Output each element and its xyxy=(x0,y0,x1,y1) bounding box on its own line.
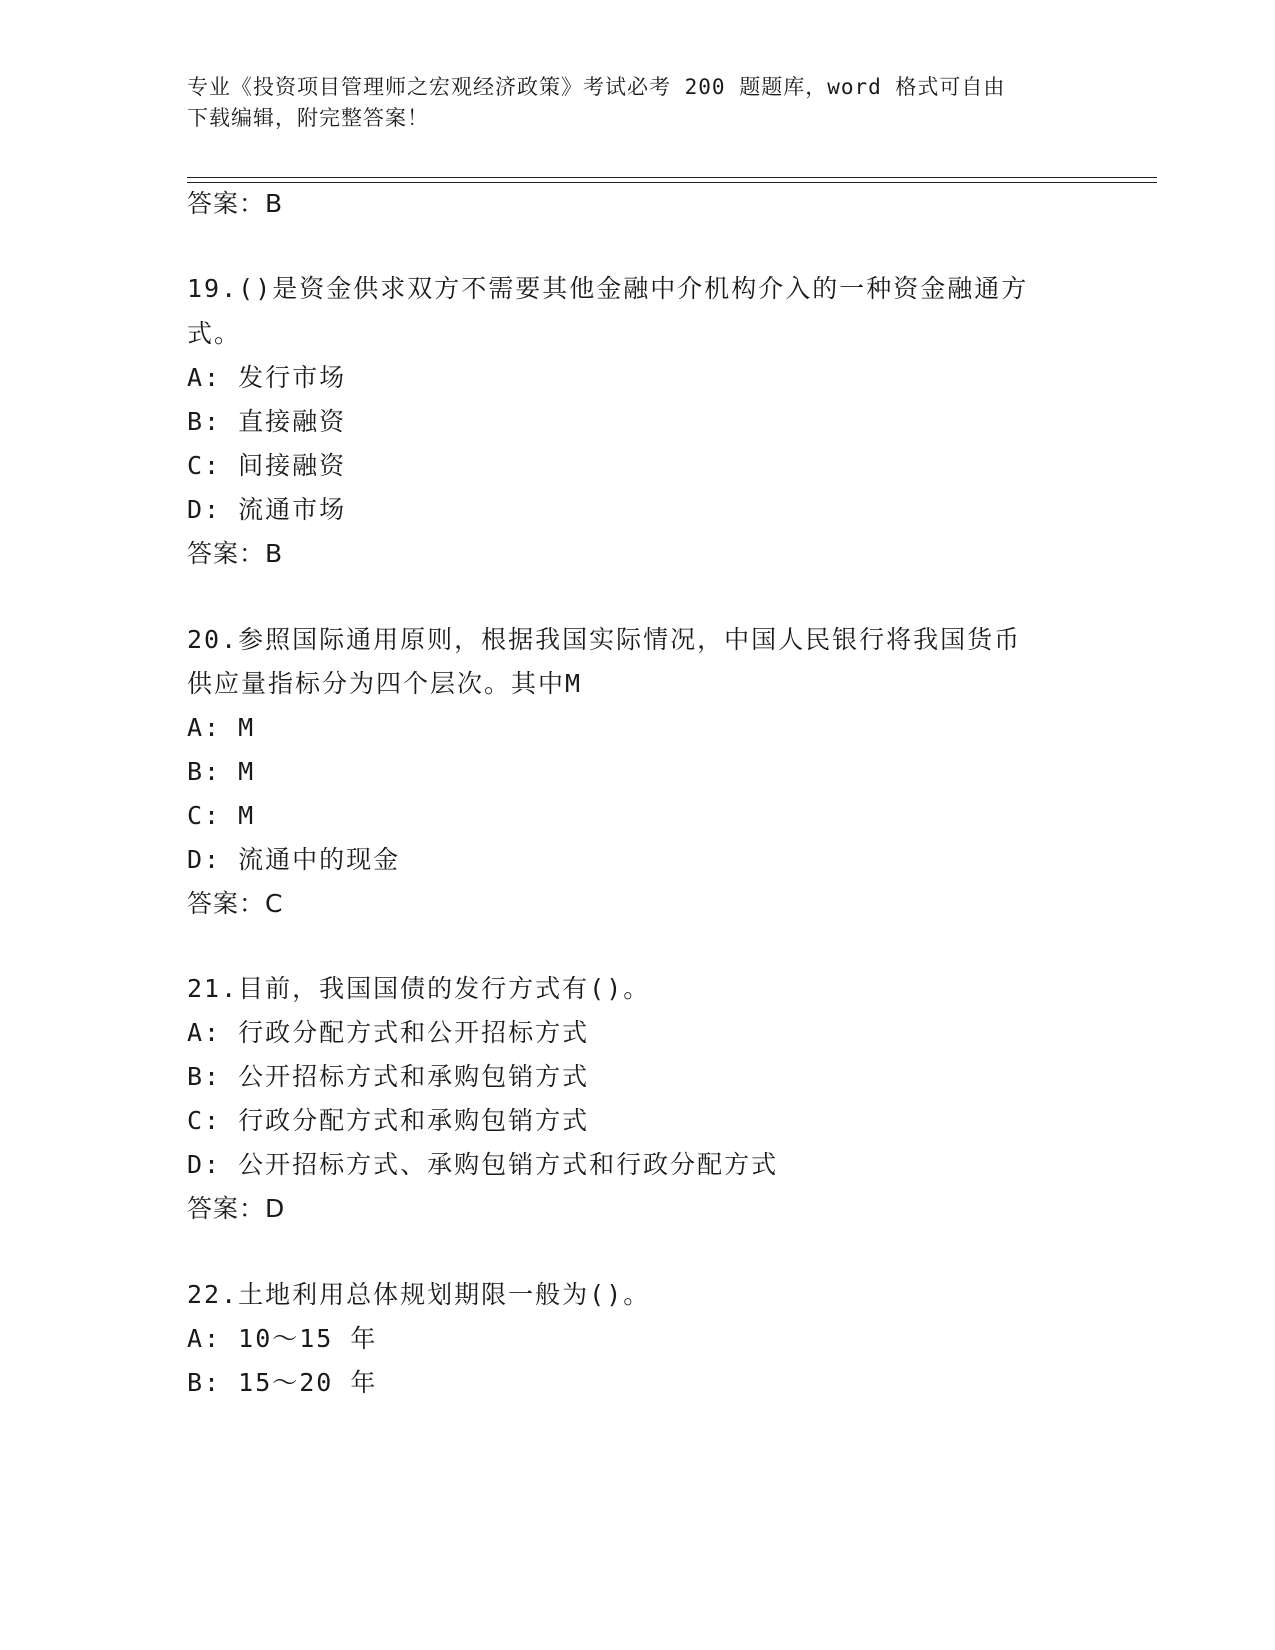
header-rule-bottom xyxy=(187,182,1157,183)
answer-19: 答案：B xyxy=(187,539,284,568)
answer-21: 答案：D xyxy=(187,1194,286,1223)
question-20-option-a: A: M xyxy=(187,713,256,742)
question-21-option-d: D: 公开招标方式、承购包销方式和行政分配方式 xyxy=(187,1150,779,1179)
question-20-text-1: 20.参照国际通用原则，根据我国实际情况，中国人民银行将我国货币 xyxy=(187,625,1022,654)
question-22-option-a: A: 10～15 年 xyxy=(187,1324,378,1353)
question-20-option-d: D: 流通中的现金 xyxy=(187,845,401,874)
question-22-option-b: B: 15～20 年 xyxy=(187,1368,378,1397)
answer-20: 答案：C xyxy=(187,889,284,918)
question-20-option-b: B: M xyxy=(187,757,256,786)
question-19-option-d: D: 流通市场 xyxy=(187,495,347,524)
question-19-option-a: A: 发行市场 xyxy=(187,363,347,392)
question-19-option-b: B: 直接融资 xyxy=(187,407,347,436)
question-21-text-1: 21.目前，我国国债的发行方式有()。 xyxy=(187,974,651,1003)
question-21-option-c: C: 行政分配方式和承购包销方式 xyxy=(187,1106,590,1135)
question-20-text-2: 供应量指标分为四个层次。其中M xyxy=(187,669,583,698)
question-21-option-a: A: 行政分配方式和公开招标方式 xyxy=(187,1018,590,1047)
question-21-option-b: B: 公开招标方式和承购包销方式 xyxy=(187,1062,590,1091)
header-line-2: 下载编辑，附完整答案！ xyxy=(187,106,429,130)
question-19-option-c: C: 间接融资 xyxy=(187,451,347,480)
header-line-1: 专业《投资项目管理师之宏观经济政策》考试必考 200 题题库，word 格式可自由 xyxy=(187,75,1006,99)
header-text xyxy=(187,72,1087,134)
header-rule-top xyxy=(187,177,1157,178)
question-19-text-2: 式。 xyxy=(187,319,242,348)
question-20-option-c: C: M xyxy=(187,801,256,830)
question-19-text-1: 19.()是资金供求双方不需要其他金融中介机构介入的一种资金融通方 xyxy=(187,274,1029,303)
question-22-text-1: 22.土地利用总体规划期限一般为()。 xyxy=(187,1280,651,1309)
answer-18: 答案：B xyxy=(187,189,284,218)
